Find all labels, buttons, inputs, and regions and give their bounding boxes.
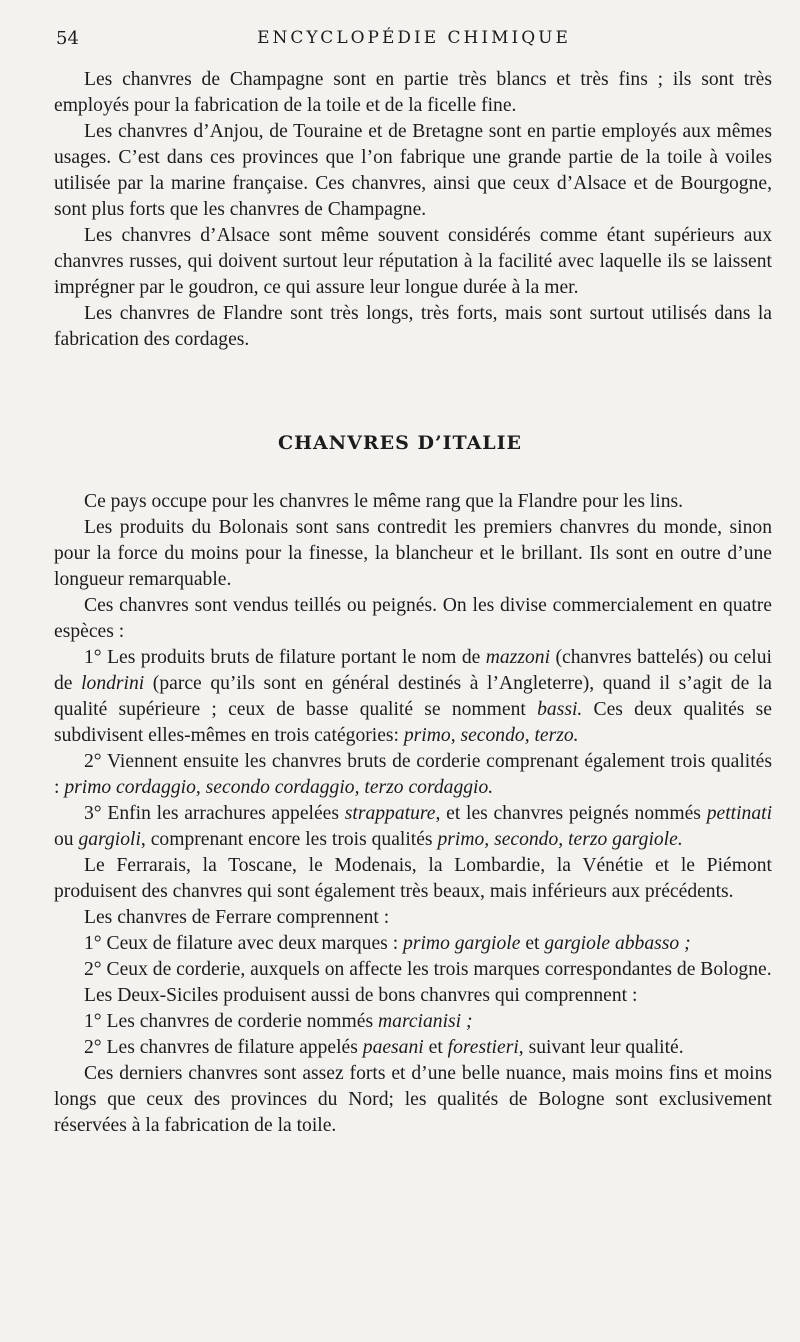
paragraph: 2° Viennent ensuite les chanvres bruts de corderie comprenant également trois qualités : primo cordaggio, secondo cordaggio, terzo cordaggio. bbox=[54, 751, 772, 798]
paragraph: Ces chanvres sont vendus teillés ou peignés. On les divise commercialement en quatre espèces : bbox=[54, 595, 772, 642]
paragraph: 2° Les chanvres de filature appelés paesani et forestieri, suivant leur qualité. bbox=[84, 1037, 684, 1058]
paragraph: 1° Les chanvres de corderie nommés marcianisi ; bbox=[84, 1011, 473, 1032]
paragraph: Ce pays occupe pour les chanvres le même rang que la Flandre pour les lins. bbox=[84, 491, 684, 512]
running-title: ENCYCLOPÉDIE CHIMIQUE bbox=[257, 28, 571, 48]
text-block-france bbox=[54, 67, 772, 353]
paragraph: Les chanvres de Ferrare comprennent : bbox=[84, 907, 390, 928]
paragraph: 3° Enfin les arrachures appelées strappature, et les chanvres peignés nommés pettinati ou gargioli, comprenant encore les trois qualités primo, secondo, terzo gargiole. bbox=[54, 803, 773, 850]
paragraph: Les chanvres d’Anjou, de Touraine et de Bretagne sont en partie employés aux mêmes usages. C’est dans ces provinces que l’on fabrique une grande partie de la toile à voiles utilisée par la marine française. Ces chanvres, ainsi que ceux d’Alsace et de Bourgogne, sont plus forts que les chanvres de Champagne. bbox=[54, 121, 772, 220]
paragraph: Ces derniers chanvres sont assez forts et d’une belle nuance, mais moins fins et moins longs que ceux des provinces du Nord; les qualités de Bologne sont exclusivement réservées à la fabrication de la toile. bbox=[54, 1063, 772, 1136]
paragraph: Les chanvres d’Alsace sont même souvent considérés comme étant supérieurs aux chanvres russes, qui doivent surtout leur réputation à la facilité avec laquelle ils se laissent imprégner par le goudron, ce qui assure leur longue durée à la mer. bbox=[54, 225, 772, 298]
paragraph: 2° Ceux de corderie, auxquels on affecte les trois marques correspondantes de Bologne. bbox=[84, 959, 772, 980]
section-title: CHANVRES D’ITALIE bbox=[277, 432, 523, 454]
paragraph: Les chanvres de Champagne sont en partie très blancs et très fins ; ils sont très employés pour la fabrication de la toile et de la ficelle fine. bbox=[54, 69, 772, 116]
paragraph: Les Deux-Siciles produisent aussi de bons chanvres qui comprennent : bbox=[84, 985, 638, 1006]
text-block-italy bbox=[54, 489, 772, 1139]
page-number: 54 bbox=[56, 28, 79, 49]
paragraph: Les chanvres de Flandre sont très longs, très forts, mais sont surtout utilisés dans la fabrication des cordages. bbox=[54, 303, 772, 350]
paragraph: 1° Les produits bruts de filature portant le nom de mazzoni (chanvres battelés) ou celui de londrini (parce qu’ils sont en général destinés à l’Angleterre), quand il s’agit de la qualité supérieure ; ceux de basse qualité se nomment bassi. Ces deux qualités se subdivisent elles-mêmes en trois catégories: primo, secondo, terzo. bbox=[54, 647, 772, 746]
paragraph: Les produits du Bolonais sont sans contredit les premiers chanvres du monde, sinon pour la force du moins pour la finesse, la blancheur et le brillant. Ils sont en outre d’une longueur remarquable. bbox=[54, 517, 772, 590]
paragraph: Le Ferrarais, la Toscane, le Modenais, la Lombardie, la Vénétie et le Piémont produisent des chanvres qui sont également très beaux, mais inférieurs aux précédents. bbox=[54, 855, 772, 902]
paragraph: 1° Ceux de filature avec deux marques : primo gargiole et gargiole abbasso ; bbox=[84, 933, 691, 954]
page-header bbox=[56, 28, 772, 54]
